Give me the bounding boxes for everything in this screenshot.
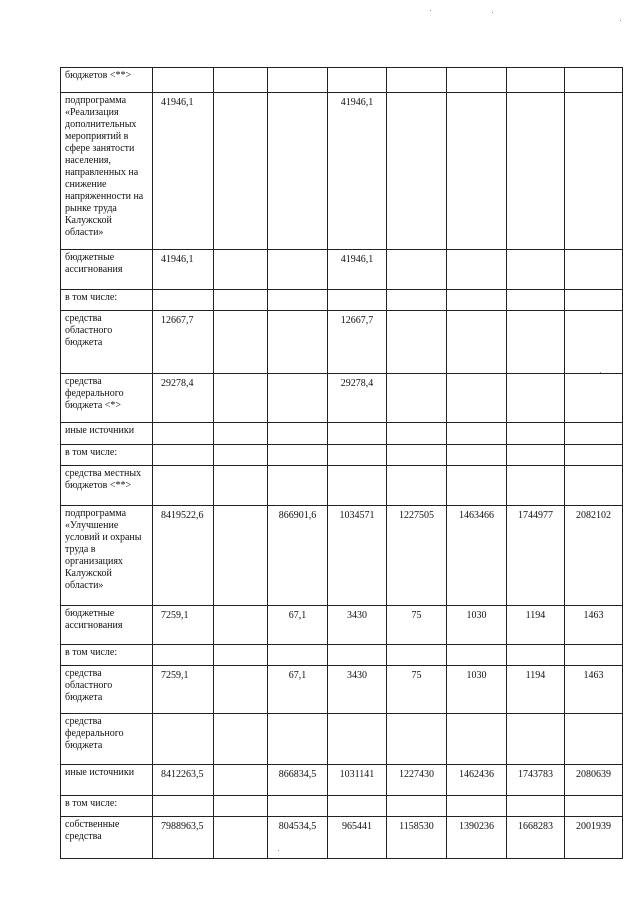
year-cell bbox=[268, 714, 328, 765]
year-cell bbox=[507, 796, 565, 817]
year-cell: 1030 bbox=[447, 666, 507, 714]
budget-table bbox=[60, 67, 623, 859]
year-cell: 1462436 bbox=[447, 765, 507, 796]
year-cell bbox=[565, 423, 623, 445]
year-cell bbox=[214, 645, 268, 666]
table-row bbox=[61, 714, 623, 765]
row-label: средства областного бюджета bbox=[61, 311, 153, 374]
total-cell: 7988963,5 bbox=[153, 817, 214, 859]
total-cell: 7259,1 bbox=[153, 666, 214, 714]
total-cell: 8419522,6 bbox=[153, 506, 214, 606]
year-cell bbox=[387, 445, 447, 466]
year-cell bbox=[387, 93, 447, 250]
year-cell bbox=[214, 250, 268, 290]
total-cell bbox=[153, 466, 214, 506]
year-cell bbox=[507, 374, 565, 423]
total-cell: 41946,1 bbox=[153, 250, 214, 290]
year-cell bbox=[447, 714, 507, 765]
total-cell bbox=[153, 68, 214, 93]
year-cell: 1194 bbox=[507, 666, 565, 714]
total-cell: 12667,7 bbox=[153, 311, 214, 374]
year-cell bbox=[328, 445, 387, 466]
year-cell: 75 bbox=[387, 606, 447, 645]
total-cell: 29278,4 bbox=[153, 374, 214, 423]
year-cell bbox=[507, 68, 565, 93]
row-label: в том числе: bbox=[61, 290, 153, 311]
year-cell: 1194 bbox=[507, 606, 565, 645]
year-cell bbox=[387, 796, 447, 817]
year-cell bbox=[507, 466, 565, 506]
year-cell: 1390236 bbox=[447, 817, 507, 859]
year-cell bbox=[565, 466, 623, 506]
year-cell: 2080639 bbox=[565, 765, 623, 796]
year-cell bbox=[565, 93, 623, 250]
year-cell bbox=[387, 374, 447, 423]
year-cell bbox=[214, 311, 268, 374]
year-cell bbox=[565, 250, 623, 290]
year-cell bbox=[387, 423, 447, 445]
year-cell bbox=[447, 290, 507, 311]
year-cell: 41946,1 bbox=[328, 250, 387, 290]
year-cell: 866901,6 bbox=[268, 506, 328, 606]
year-cell bbox=[328, 423, 387, 445]
year-cell bbox=[214, 445, 268, 466]
year-cell: 1668283 bbox=[507, 817, 565, 859]
year-cell bbox=[268, 311, 328, 374]
year-cell bbox=[268, 374, 328, 423]
year-cell: 29278,4 bbox=[328, 374, 387, 423]
year-cell: 1463 bbox=[565, 666, 623, 714]
year-cell bbox=[214, 68, 268, 93]
row-label: бюджетов <**> bbox=[61, 68, 153, 93]
table-row bbox=[61, 796, 623, 817]
year-cell bbox=[507, 93, 565, 250]
year-cell bbox=[507, 714, 565, 765]
year-cell: 866834,5 bbox=[268, 765, 328, 796]
year-cell bbox=[268, 423, 328, 445]
year-cell bbox=[447, 250, 507, 290]
year-cell bbox=[565, 374, 623, 423]
year-cell bbox=[447, 796, 507, 817]
row-label: в том числе: bbox=[61, 645, 153, 666]
year-cell bbox=[214, 606, 268, 645]
year-cell bbox=[214, 714, 268, 765]
year-cell bbox=[328, 68, 387, 93]
table-row bbox=[61, 68, 623, 93]
table-row bbox=[61, 423, 623, 445]
year-cell: 41946,1 bbox=[328, 93, 387, 250]
row-label: средства федерального бюджета bbox=[61, 714, 153, 765]
year-cell bbox=[565, 714, 623, 765]
year-cell bbox=[214, 290, 268, 311]
year-cell: 1034571 bbox=[328, 506, 387, 606]
row-label: средства областного бюджета bbox=[61, 666, 153, 714]
table-row bbox=[61, 506, 623, 606]
year-cell bbox=[565, 645, 623, 666]
year-cell bbox=[328, 290, 387, 311]
year-cell bbox=[507, 290, 565, 311]
year-cell bbox=[387, 714, 447, 765]
year-cell bbox=[268, 645, 328, 666]
total-cell: 41946,1 bbox=[153, 93, 214, 250]
year-cell bbox=[268, 445, 328, 466]
year-cell bbox=[507, 250, 565, 290]
year-cell bbox=[565, 290, 623, 311]
total-cell bbox=[153, 290, 214, 311]
year-cell bbox=[507, 423, 565, 445]
year-cell bbox=[565, 796, 623, 817]
total-cell bbox=[153, 796, 214, 817]
year-cell bbox=[328, 714, 387, 765]
table-row bbox=[61, 250, 623, 290]
year-cell: 1158530 bbox=[387, 817, 447, 859]
year-cell bbox=[214, 374, 268, 423]
table-body bbox=[61, 68, 623, 859]
year-cell bbox=[507, 445, 565, 466]
table-row bbox=[61, 311, 623, 374]
table-row bbox=[61, 606, 623, 645]
year-cell bbox=[387, 311, 447, 374]
table-row bbox=[61, 93, 623, 250]
table-row bbox=[61, 817, 623, 859]
table-row bbox=[61, 645, 623, 666]
row-label: бюджетные ассигнования bbox=[61, 250, 153, 290]
row-label: иные источники bbox=[61, 423, 153, 445]
year-cell bbox=[328, 466, 387, 506]
year-cell bbox=[387, 290, 447, 311]
year-cell bbox=[268, 93, 328, 250]
row-label: в том числе: bbox=[61, 796, 153, 817]
year-cell bbox=[214, 666, 268, 714]
year-cell bbox=[214, 817, 268, 859]
year-cell: 75 bbox=[387, 666, 447, 714]
table-row bbox=[61, 374, 623, 423]
year-cell bbox=[447, 445, 507, 466]
total-cell bbox=[153, 645, 214, 666]
year-cell bbox=[447, 311, 507, 374]
year-cell bbox=[447, 93, 507, 250]
year-cell bbox=[214, 765, 268, 796]
year-cell bbox=[214, 796, 268, 817]
year-cell bbox=[214, 423, 268, 445]
row-label: средства федерального бюджета <*> bbox=[61, 374, 153, 423]
year-cell: 67,1 bbox=[268, 666, 328, 714]
year-cell bbox=[214, 466, 268, 506]
total-cell: 8412263,5 bbox=[153, 765, 214, 796]
year-cell bbox=[328, 645, 387, 666]
year-cell: 1227505 bbox=[387, 506, 447, 606]
year-cell: 1463 bbox=[565, 606, 623, 645]
year-cell bbox=[447, 466, 507, 506]
year-cell: 12667,7 bbox=[328, 311, 387, 374]
year-cell bbox=[268, 796, 328, 817]
year-cell: 1030 bbox=[447, 606, 507, 645]
year-cell bbox=[387, 645, 447, 666]
total-cell bbox=[153, 423, 214, 445]
year-cell bbox=[387, 250, 447, 290]
year-cell bbox=[565, 311, 623, 374]
year-cell bbox=[328, 796, 387, 817]
year-cell: 1744977 bbox=[507, 506, 565, 606]
total-cell bbox=[153, 445, 214, 466]
year-cell bbox=[565, 445, 623, 466]
row-label: подпрограмма «Улучшение условий и охраны труда в организациях Калужской области» bbox=[61, 506, 153, 606]
year-cell: 2001939 bbox=[565, 817, 623, 859]
year-cell: 804534,5 bbox=[268, 817, 328, 859]
year-cell: 1743783 bbox=[507, 765, 565, 796]
row-label: подпрограмма «Реализация дополнительных мероприятий в сфере занятости населения, направленных на снижение напряженности на рынке труда Калужской области» bbox=[61, 93, 153, 250]
year-cell: 965441 bbox=[328, 817, 387, 859]
row-label: средства местных бюджетов <**> bbox=[61, 466, 153, 506]
year-cell bbox=[268, 68, 328, 93]
year-cell bbox=[268, 250, 328, 290]
year-cell: 2082102 bbox=[565, 506, 623, 606]
table-row bbox=[61, 666, 623, 714]
year-cell bbox=[387, 466, 447, 506]
row-label: в том числе: bbox=[61, 445, 153, 466]
table-row bbox=[61, 765, 623, 796]
year-cell bbox=[447, 68, 507, 93]
year-cell bbox=[268, 466, 328, 506]
year-cell bbox=[387, 68, 447, 93]
row-label: бюджетные ассигнования bbox=[61, 606, 153, 645]
year-cell: 1031141 bbox=[328, 765, 387, 796]
year-cell bbox=[447, 645, 507, 666]
year-cell bbox=[507, 311, 565, 374]
year-cell bbox=[565, 68, 623, 93]
row-label: иные источники bbox=[61, 765, 153, 796]
year-cell: 3430 bbox=[328, 666, 387, 714]
year-cell bbox=[214, 506, 268, 606]
year-cell bbox=[447, 423, 507, 445]
year-cell: 1463466 bbox=[447, 506, 507, 606]
total-cell bbox=[153, 714, 214, 765]
year-cell: 67,1 bbox=[268, 606, 328, 645]
total-cell: 7259,1 bbox=[153, 606, 214, 645]
year-cell: 1227430 bbox=[387, 765, 447, 796]
table-row bbox=[61, 466, 623, 506]
row-label: собственные средства bbox=[61, 817, 153, 859]
year-cell bbox=[507, 645, 565, 666]
year-cell bbox=[214, 93, 268, 250]
table-row bbox=[61, 445, 623, 466]
year-cell: 3430 bbox=[328, 606, 387, 645]
year-cell bbox=[447, 374, 507, 423]
year-cell bbox=[268, 290, 328, 311]
table-row bbox=[61, 290, 623, 311]
